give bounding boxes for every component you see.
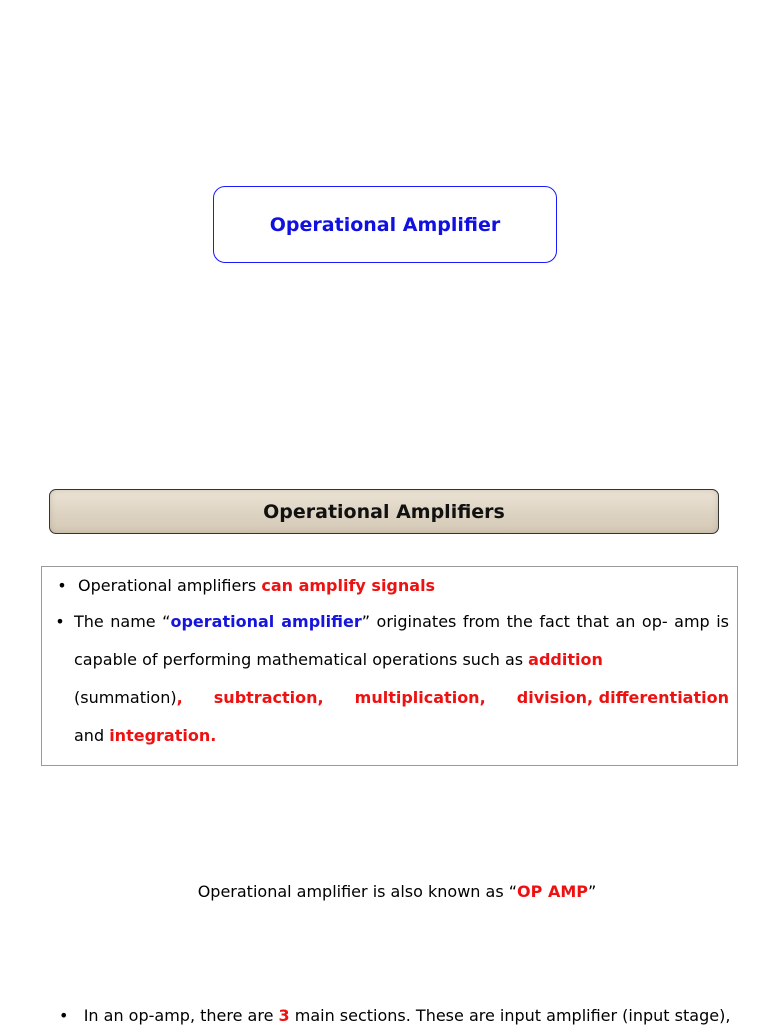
section-banner bbox=[49, 489, 719, 534]
list-item bbox=[46, 603, 729, 755]
text-plain: The name “ bbox=[74, 612, 171, 631]
term-addition: addition bbox=[528, 650, 603, 669]
integration-line bbox=[74, 717, 729, 755]
summation-group bbox=[74, 679, 183, 717]
text-plain: In an op-amp, there are bbox=[83, 1006, 279, 1025]
term-integration: integration. bbox=[109, 726, 217, 745]
sections-count: 3 bbox=[278, 1006, 290, 1025]
comma: , bbox=[176, 688, 183, 707]
title-box bbox=[213, 186, 557, 263]
text-and: and bbox=[74, 726, 110, 745]
bullet-text-plain: Operational amplifiers bbox=[78, 576, 262, 595]
text-plain: ” originates from the fact that an op- amp is capable of performing mathematical operations such as bbox=[74, 612, 730, 669]
bullet-marker: • bbox=[55, 612, 65, 631]
bullet-highlight: can amplify signals bbox=[261, 576, 436, 595]
also-known-line bbox=[0, 882, 768, 901]
bullet-paragraph bbox=[74, 603, 729, 679]
bullet-marker: • bbox=[59, 1006, 69, 1025]
bullet-text bbox=[78, 571, 729, 601]
page-title: Operational Amplifier bbox=[269, 213, 501, 236]
section-heading: Operational Amplifiers bbox=[263, 500, 505, 523]
operations-line bbox=[74, 679, 729, 717]
list-item bbox=[46, 571, 729, 601]
also-known-text: Operational amplifier is also known as “ bbox=[197, 882, 518, 901]
bullet-list-box bbox=[41, 566, 738, 766]
text-summation: (summation) bbox=[74, 688, 177, 707]
bullet-text bbox=[74, 603, 729, 755]
text-plain: main sections. These are input amplifier (input stage), bbox=[289, 1006, 731, 1025]
closing-quote: ” bbox=[587, 882, 597, 901]
term-multiplication: multiplication, bbox=[354, 688, 486, 707]
term-division-differentiation: division, differentiation bbox=[516, 688, 729, 707]
term-operational-amplifier: operational amplifier bbox=[170, 612, 362, 631]
bullet-marker: • bbox=[57, 576, 67, 595]
op-amp-term: OP AMP bbox=[517, 882, 588, 901]
bottom-list-item bbox=[59, 1006, 759, 1025]
term-subtraction: subtraction, bbox=[213, 688, 324, 707]
